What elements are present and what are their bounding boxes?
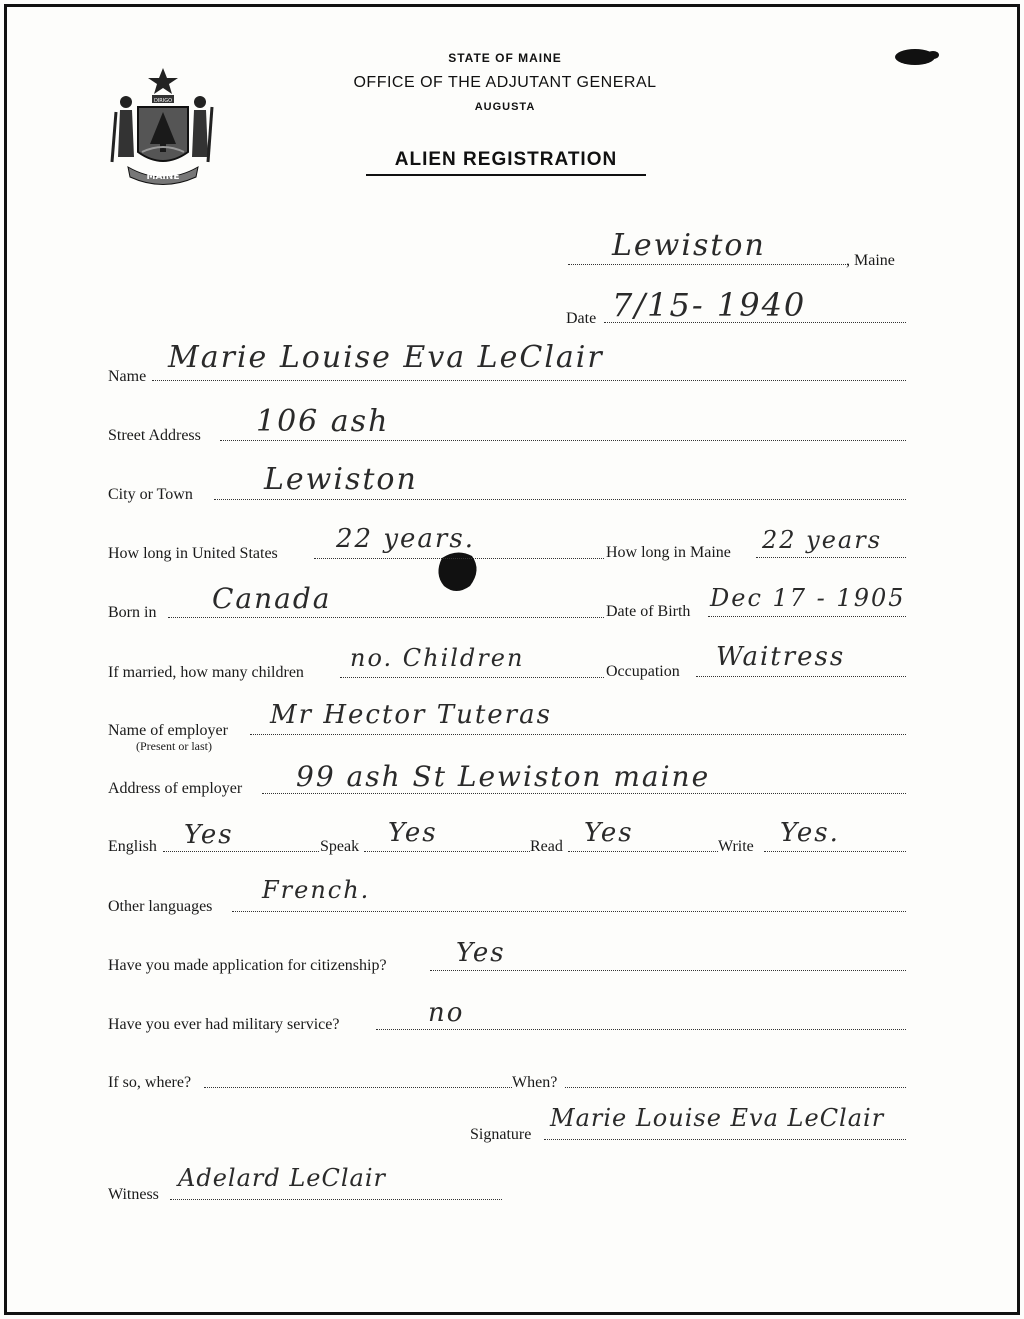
occupation-value: Waitress [716,642,846,672]
maine-years-value: 22 years [762,526,883,554]
header-state: STATE OF MAINE [448,51,562,65]
form-title: ALIEN REGISTRATION [394,149,618,170]
citizenship-label: Have you made application for citizenship? [108,957,387,974]
employer-address-label: Address of employer [108,780,243,797]
read-value: Yes [584,818,634,848]
street-value: 106 ash [256,404,390,439]
where-label: If so, where? [108,1074,192,1091]
born-label: Born in [108,604,157,621]
occupation-label: Occupation [606,663,680,680]
english-value: Yes [184,820,234,850]
military-value: no [428,998,465,1028]
city-value: Lewiston [264,462,418,497]
header-office: OFFICE OF THE ADJUTANT GENERAL [353,74,657,91]
employer-value: Mr Hector Tuteras [270,700,552,730]
employer-label: Name of employer [108,722,228,739]
signature-value: Marie Louise Eva LeClair [550,1104,885,1132]
name-value: Marie Louise Eva LeClair [168,340,604,375]
maine-years-label: How long in Maine [606,544,731,561]
witness-label: Witness [108,1186,159,1203]
header-city: AUGUSTA [474,101,536,113]
title-underline [366,174,646,176]
ink-blot [893,46,943,73]
date-label: Date [566,310,597,327]
maine-state-seal [108,62,218,187]
witness-value: Adelard LeClair [178,1164,386,1192]
us-years-value: 22 years. [336,524,475,554]
children-label: If married, how many children [108,664,304,681]
other-languages-value: French. [262,876,371,904]
date-value: 7/15- 1940 [612,286,807,324]
speak-label: Speak [320,838,360,855]
place-suffix: , Maine [846,252,895,269]
born-value: Canada [212,582,332,615]
citizenship-value: Yes [456,938,506,968]
read-label: Read [530,838,563,855]
other-languages-label: Other languages [108,898,213,915]
when-label: When? [512,1074,558,1091]
military-label: Have you ever had military service? [108,1016,340,1033]
place-value: Lewiston [612,228,766,263]
name-label: Name [108,368,147,385]
ink-blot [432,548,482,601]
city-label: City or Town [108,486,193,503]
speak-value: Yes [388,818,438,848]
dob-label: Date of Birth [606,603,691,620]
dob-value: Dec 17 - 1905 [710,584,906,612]
children-value: no. Children [350,644,525,672]
street-label: Street Address [108,427,201,444]
employer-address-value: 99 ash St Lewiston maine [296,760,711,793]
svg-text:DIRIGO: DIRIGO [153,98,173,104]
write-label: Write [718,838,754,855]
us-years-label: How long in United States [108,545,278,562]
svg-text:MAINE: MAINE [146,172,180,182]
signature-label: Signature [470,1126,532,1143]
employer-sublabel: (Present or last) [136,739,212,753]
write-value: Yes. [780,818,840,848]
english-label: English [108,838,157,855]
